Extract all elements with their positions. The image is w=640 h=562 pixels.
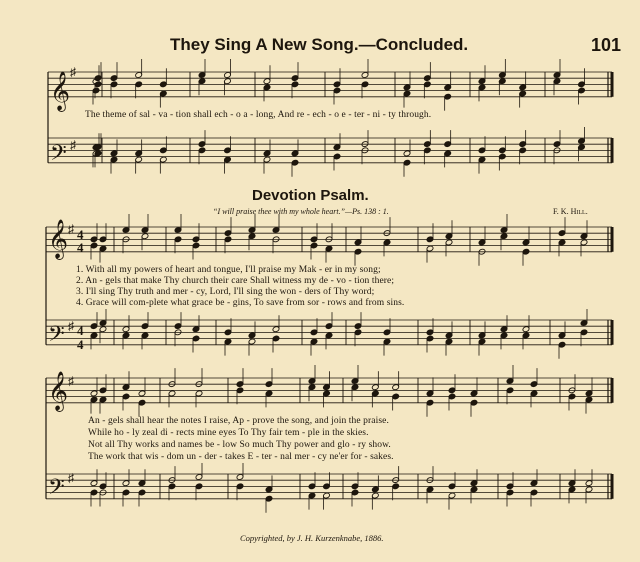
bass-clef: 𝄢 (48, 322, 65, 352)
time-signature: 4 (77, 240, 84, 255)
verse-line-4: 4. Grace will com-plete what grace be - gins, To save from sor - rows and from sins. (76, 298, 405, 308)
epigraph: “I will praise thee with my whole heart.”—Ps. 138 : 1. (213, 207, 389, 216)
clefs-and-signatures (48, 65, 84, 505)
notes (90, 59, 593, 513)
sharp: ♯ (70, 138, 76, 152)
verse-line-1: 1. With all my powers of heart and tongue, I'll praise my Mak - er in my song; (76, 265, 381, 275)
bass-clef: 𝄢 (50, 141, 67, 171)
composer: F. K. Hill. (553, 207, 588, 216)
verse-line-6: While ho - ly zeal di - rects mine eyes To Thy fair tem - ple in the skies. (88, 428, 369, 438)
verse-line-2: 2. An - gels that make Thy church their care Shall witness my de - vo - tion there; (76, 276, 395, 286)
bass-clef: 𝄢 (48, 475, 65, 505)
verse-line-3: 3. I'll sing Thy truth and mer - cy, Lord, I'll sing the won - ders of Thy word; (76, 287, 375, 297)
verse-line-7: Not all Thy works and names be - low So much Thy power and glo - ry show. (88, 440, 391, 450)
verse-line-8: The work that wis - dom un - der - takes E - ter - nal mer - cy ne'er for - sakes. (88, 452, 394, 462)
treble-clef: 𝄞 (48, 371, 69, 411)
treble-clef: 𝄞 (48, 219, 69, 259)
page-number: 101 (591, 35, 622, 55)
sharp: ♯ (68, 222, 74, 236)
verse-line-5: An - gels shall hear the notes I raise, Ap - prove the song, and join the praise. (88, 416, 389, 426)
bar-lines (46, 72, 612, 499)
time-signature: 4 (77, 337, 84, 352)
treble-clef: 𝄞 (50, 71, 71, 111)
sharp: ♯ (68, 374, 74, 388)
staff-lines (46, 72, 612, 499)
time-signature: 4 (77, 323, 84, 338)
hymn2-title: Devotion Psalm. (252, 187, 369, 204)
sharp: ♯ (68, 471, 74, 485)
sharp: ♯ (70, 65, 76, 79)
hymn1-lyric: The theme of sal - va - tion shall ech - o a - long, And re - ech - o e - ter - ni - ty through. (85, 110, 432, 120)
page-title: They Sing A New Song.—Concluded. (170, 35, 469, 54)
sharp: ♯ (68, 319, 74, 333)
time-signature: 4 (77, 227, 84, 242)
copyright: Copyrighted, by J. H. Kurzenknabe, 1886. (240, 533, 384, 543)
